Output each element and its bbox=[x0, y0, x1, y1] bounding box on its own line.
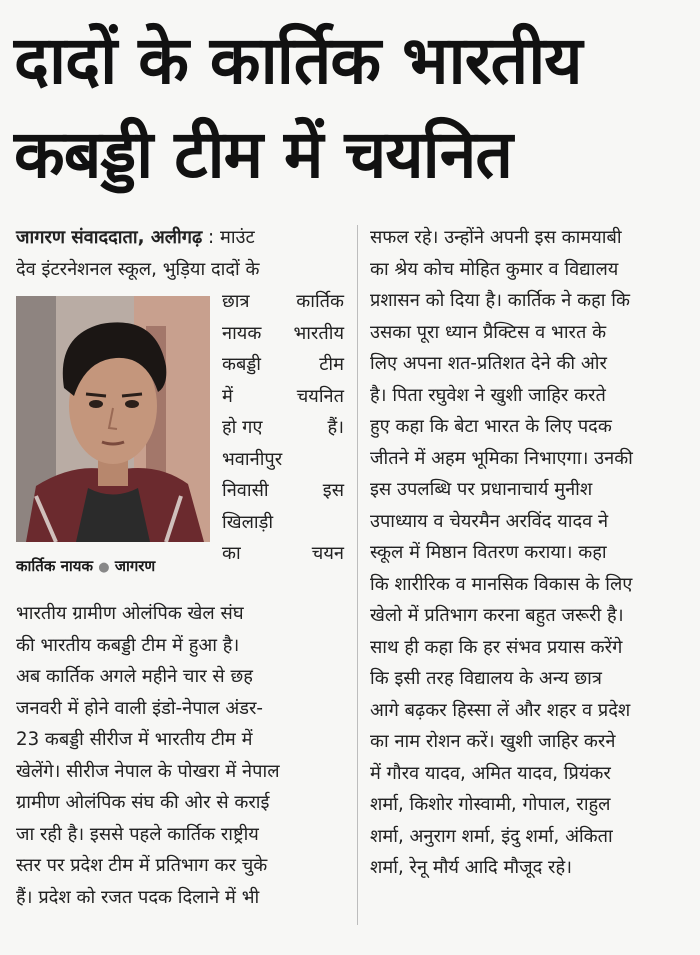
article-line: का श्रेय कोच मोहित कुमार व विद्यालय bbox=[370, 258, 619, 280]
caption-name: कार्तिक नायक bbox=[16, 557, 94, 575]
article-line: जीतने में अहम भूमिका निभाएगा। उनकी bbox=[370, 447, 633, 469]
wrap-line: में चयनित bbox=[222, 385, 344, 407]
article-line: शर्मा, किशोर गोस्वामी, गोपाल, राहुल bbox=[370, 794, 611, 815]
article-line: की भारतीय कबड्डी टीम में हुआ है। bbox=[16, 634, 240, 656]
article-line: स्तर पर प्रदेश टीम में प्रतिभाग कर चुके bbox=[16, 855, 268, 876]
article-left-bottom bbox=[16, 598, 344, 913]
caption-source: जागरण bbox=[114, 557, 156, 575]
article-line: का नाम रोशन करें। खुशी जाहिर करने bbox=[370, 731, 616, 752]
article-line: हैं। प्रदेश को रजत पदक दिलाने में भी bbox=[16, 886, 260, 908]
article-line: है। पिता रघुवेश ने खुशी जाहिर करते bbox=[370, 384, 606, 406]
article-line: लिए अपना शत-प्रतिशत देने की ओर bbox=[370, 353, 607, 374]
article-line: 23 कबड्डी सीरीज में भारतीय टीम में bbox=[16, 729, 253, 750]
wrap-line: हो गए हैं। bbox=[222, 417, 344, 438]
wrap-line: भवानीपुर bbox=[222, 448, 283, 470]
article-line: साथ ही कहा कि हर संभव प्रयास करेंगे bbox=[370, 636, 623, 658]
article-line: भारतीय ग्रामीण ओलंपिक खेल संघ bbox=[16, 603, 244, 624]
article-line: ग्रामीण ओलंपिक संघ की ओर से कराई bbox=[16, 792, 270, 813]
column-divider bbox=[357, 225, 358, 925]
article-line: स्कूल में मिष्ठान वितरण कराया। कहा bbox=[370, 542, 607, 563]
headline-line-2: कबड्डी टीम में चयनित bbox=[14, 116, 513, 193]
wrap-line: खिलाड़ी bbox=[222, 511, 274, 533]
byline: जागरण संवाददाता, अलीगढ़ bbox=[16, 227, 203, 248]
article-line: शर्मा, अनुराग शर्मा, इंदु शर्मा, अंकिता bbox=[370, 825, 613, 847]
article-line: कि शारीरिक व मानसिक विकास के लिए bbox=[370, 573, 633, 595]
article-line: सफल रहे। उन्होंने अपनी इस कामयाबी bbox=[370, 227, 622, 248]
wrap-line: कबड्डी टीम bbox=[222, 354, 344, 375]
wrap-line: नायक भारतीय bbox=[222, 322, 344, 344]
wrap-line: निवासी इस bbox=[222, 480, 344, 501]
article-line: कि इसी तरह विद्यालय के अन्य छात्र bbox=[370, 668, 602, 689]
article-line: अब कार्तिक अगले महीने चार से छह bbox=[16, 666, 253, 687]
article-line: प्रशासन को दिया है। कार्तिक ने कहा कि bbox=[370, 290, 630, 311]
article-line: आगे बढ़कर हिस्सा लें और शहर व प्रदेश bbox=[370, 699, 631, 721]
wrap-line: का चयन bbox=[222, 543, 344, 564]
photo-caption bbox=[16, 556, 216, 578]
article-line: जा रही है। इससे पहले कार्तिक राष्ट्रीय bbox=[16, 823, 259, 845]
wrap-line: छात्र कार्तिक bbox=[222, 291, 344, 312]
article-line: उपाध्याय व चेयरमैन अरविंद यादव ने bbox=[370, 510, 609, 532]
article-line: में गौरव यादव, अमित यादव, प्रियंकर bbox=[370, 762, 611, 784]
article-line: इस उपलब्धि पर प्रधानाचार्य मुनीश bbox=[370, 479, 593, 500]
article-line: जनवरी में होने वाली इंडो-नेपाल अंडर- bbox=[16, 697, 263, 719]
lead-start: : माउंट bbox=[208, 227, 255, 248]
player-photo-image bbox=[16, 296, 210, 542]
article-line: खेलेंगे। सीरीज नेपाल के पोखरा में नेपाल bbox=[16, 760, 280, 782]
article-left-top bbox=[16, 222, 344, 285]
article-line: देव इंटरनेशनल स्कूल, भुड़िया दादों के bbox=[16, 258, 260, 280]
article-wrap-text bbox=[222, 286, 344, 570]
article-line: हुए कहा कि बेटा भारत के लिए पदक bbox=[370, 416, 612, 437]
headline bbox=[14, 14, 690, 202]
article-line: खेलो में प्रतिभाग करना बहुत जरूरी है। bbox=[370, 605, 624, 626]
article-right-column bbox=[370, 222, 692, 884]
article-line: शर्मा, रेनू मौर्य आदि मौजूद रहे। bbox=[370, 857, 572, 878]
byline-line bbox=[16, 222, 344, 254]
article-line: उसका पूरा ध्यान प्रैक्टिस व भारत के bbox=[370, 321, 607, 343]
player-photo bbox=[16, 296, 210, 542]
headline-line-1: दादों के कार्तिक भारतीय bbox=[14, 22, 582, 99]
bullet-dot-icon: ● bbox=[98, 560, 110, 575]
